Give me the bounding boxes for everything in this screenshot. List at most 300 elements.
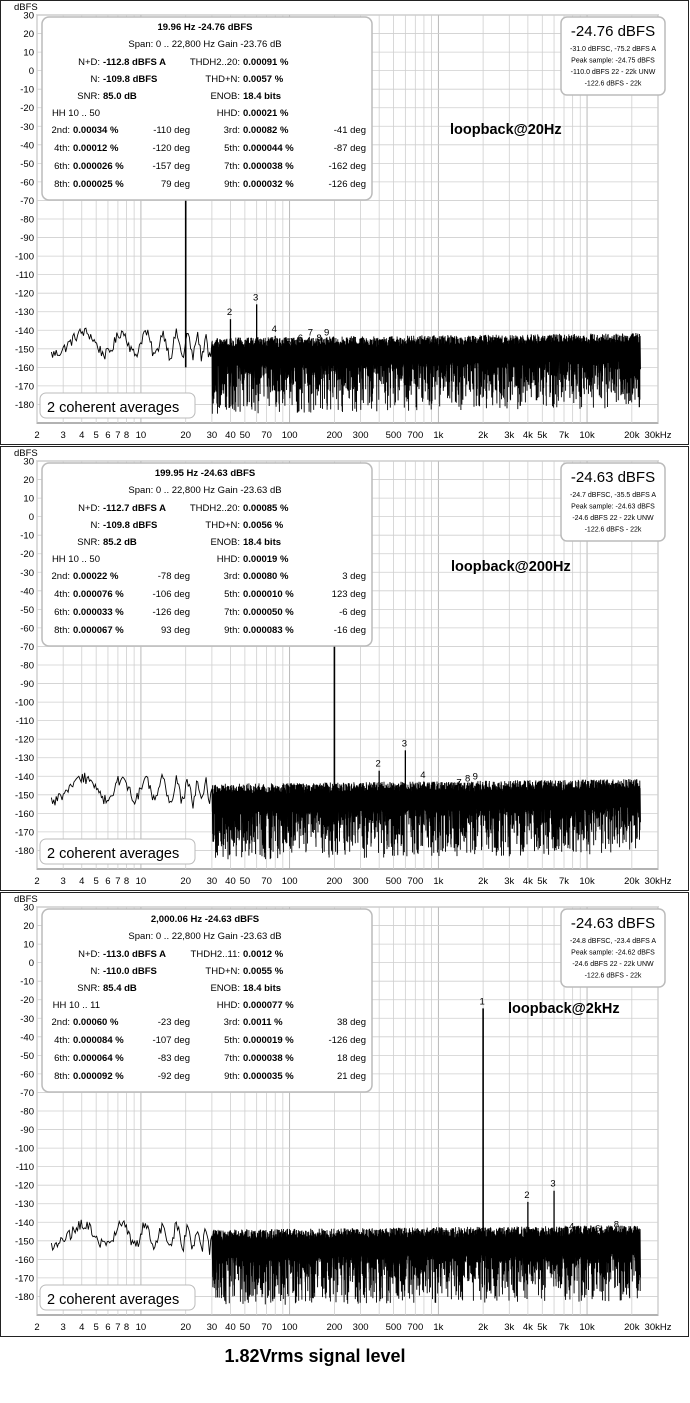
caption — [0, 1346, 690, 1367]
x-tick-label: 200 — [326, 876, 343, 887]
level-box-line: -24.7 dBFSC, -35.5 dBFS A — [570, 492, 656, 499]
x-tick-label: 3 — [60, 430, 66, 441]
stats-row-value: 18.4 bits — [243, 537, 282, 548]
harmonic-phase: -110 deg — [153, 125, 190, 136]
stats-row-value: 0.0012 % — [243, 949, 284, 960]
harmonic-label-3: 3 — [550, 1178, 556, 1190]
x-tick-label: 30kHz — [644, 430, 672, 441]
y-tick-label: -110 — [15, 716, 34, 728]
harmonic-name: 2nd: — [51, 571, 70, 582]
harmonic-phase: -83 deg — [157, 1053, 190, 1064]
stats-row-value: 85.2 dB — [103, 537, 137, 548]
harmonic-name: 4th: — [54, 589, 70, 600]
x-tick-label: 4 — [79, 430, 85, 441]
harmonic-name: 6th: — [54, 1053, 70, 1064]
y-tick-label: 0 — [28, 958, 34, 970]
x-tick-label: 700 — [407, 876, 424, 887]
harmonic-label-2: 2 — [375, 758, 381, 770]
x-tick-label: 70 — [261, 1322, 272, 1333]
stats-row-value: -109.8 dBFS — [103, 520, 158, 531]
stats-row-label: HH 10 .. 50 — [51, 554, 100, 565]
harmonic-phase: -126 deg — [328, 1035, 366, 1046]
level-box-line: Peak sample: -24.62 dBFS — [571, 949, 655, 957]
y-tick-label: 20 — [23, 921, 34, 933]
harmonic-name: 6th: — [54, 607, 70, 618]
level-box-line: -24.6 dBFS 22 - 22k UNW — [572, 961, 654, 968]
stats-row-value: 0.00091 % — [243, 57, 289, 68]
y-tick-label: -80 — [20, 660, 34, 672]
x-tick-label: 2k — [478, 430, 489, 441]
stats-row-label: HHD: — [216, 1000, 240, 1011]
harmonic-phase: -92 deg — [157, 1071, 190, 1082]
harmonic-value: 0.00012 % — [73, 143, 119, 154]
x-tick-label: 30kHz — [644, 876, 672, 887]
y-tick-label: -10 — [20, 976, 34, 988]
x-tick-label: 2 — [34, 430, 40, 441]
stats-row-label: SNR: — [77, 983, 100, 994]
stats-row-value: -110.0 dBFS — [103, 966, 157, 977]
stats-row-label: HHD: — [216, 108, 240, 119]
y-tick-label: -180 — [14, 399, 34, 411]
harmonic-name: 7th: — [224, 607, 240, 618]
x-tick-label: 20k — [624, 1322, 640, 1333]
harmonic-phase: -126 deg — [152, 607, 190, 618]
stats-header-2: Span: 0 .. 22,800 Hz Gain -23.63 dB — [128, 485, 282, 496]
stats-row-label: ENOB: — [210, 91, 240, 102]
x-tick-label: 4 — [79, 876, 85, 887]
x-tick-label: 40 — [225, 1322, 236, 1333]
harmonic-name: 5th: — [224, 1035, 240, 1046]
stats-row-value: 0.0056 % — [243, 520, 284, 531]
spectrum-chart-2khz — [0, 892, 690, 1338]
harmonic-label-9: 9 — [472, 771, 478, 783]
x-tick-label: 4 — [79, 1322, 85, 1333]
x-tick-label: 7 — [115, 430, 121, 441]
harmonic-phase: -126 deg — [328, 179, 366, 190]
y-tick-label: -50 — [20, 1050, 34, 1062]
level-box-main: -24.76 dBFS — [570, 23, 656, 40]
harmonic-phase: -120 deg — [152, 143, 190, 154]
averages-box — [40, 393, 195, 418]
y-tick-label: -70 — [20, 641, 34, 653]
harmonic-label-7: 7 — [307, 327, 314, 339]
x-tick-label: 10k — [579, 1322, 595, 1333]
x-tick-label: 500 — [385, 430, 402, 441]
stats-header-2: Span: 0 .. 22,800 Hz Gain -23.63 dB — [128, 931, 282, 942]
y-tick-label: 10 — [23, 939, 34, 951]
harmonic-phase: -16 deg — [333, 625, 366, 636]
averages-label: 2 coherent averages — [47, 1292, 180, 1308]
harmonic-name: 7th: — [224, 161, 240, 172]
stats-row-value: 85.4 dB — [103, 983, 137, 994]
y-tick-label: -120 — [14, 734, 34, 746]
harmonic-phase: -106 deg — [152, 589, 190, 600]
y-tick-label: -10 — [20, 530, 34, 542]
stats-row-label: N+D: — [78, 949, 100, 960]
harmonic-value: 0.00022 % — [73, 571, 119, 582]
x-tick-label: 30 — [206, 430, 218, 441]
harmonic-phase: 18 deg — [336, 1053, 366, 1064]
y-tick-label: -20 — [20, 103, 34, 115]
y-tick-label: -20 — [20, 549, 34, 561]
y-tick-label: -130 — [14, 1199, 34, 1211]
harmonic-value: 0.000038 % — [243, 161, 294, 172]
stats-row-label: SNR: — [77, 91, 100, 102]
y-tick-label: 0 — [28, 512, 34, 524]
x-tick-label: 700 — [407, 1322, 424, 1333]
x-tick-label: 2 — [34, 876, 40, 887]
harmonic-name: 4th: — [54, 1035, 70, 1046]
y-tick-label: -30 — [20, 121, 34, 133]
stats-header-1: 2,000.06 Hz -24.63 dBFS — [150, 914, 260, 925]
x-tick-label: 10k — [579, 876, 595, 887]
averages-box — [40, 839, 195, 864]
level-box — [561, 909, 665, 987]
harmonic-phase: 3 deg — [342, 571, 366, 582]
y-tick-label: 0 — [28, 66, 34, 78]
level-box-line: -24.6 dBFS 22 - 22k UNW — [572, 515, 654, 522]
y-tick-label: -10 — [20, 84, 34, 96]
stats-row-label: HHD: — [216, 554, 240, 565]
harmonic-name: 8th: — [54, 1071, 70, 1082]
x-tick-label: 10k — [579, 430, 595, 441]
x-tick-label: 40 — [225, 876, 236, 887]
x-tick-label: 20k — [624, 430, 640, 441]
y-tick-label: -150 — [14, 790, 34, 802]
x-tick-label: 8 — [123, 1322, 130, 1333]
averages-label: 2 coherent averages — [47, 846, 180, 862]
x-tick-label: 1k — [433, 876, 444, 887]
stats-row-label: N: — [90, 74, 100, 85]
harmonic-phase: -78 deg — [157, 571, 190, 582]
harmonic-value: 0.0011 % — [243, 1017, 283, 1028]
harmonic-name: 3rd: — [223, 125, 240, 136]
chart-title: loopback@20Hz — [450, 122, 562, 138]
harmonic-value: 0.00080 % — [243, 571, 289, 582]
y-tick-label: 10 — [23, 493, 34, 505]
stats-row-label: THD+N: — [205, 520, 240, 531]
y-axis-label: dBFS — [14, 894, 38, 905]
spectrum-panel-2khz — [0, 892, 690, 1338]
x-tick-label: 7k — [558, 876, 570, 887]
stats-header-2: Span: 0 .. 22,800 Hz Gain -23.76 dB — [128, 39, 282, 50]
stats-row-label: ENOB: — [210, 537, 240, 548]
y-tick-label: -50 — [20, 604, 34, 616]
y-tick-label: -160 — [14, 808, 34, 820]
harmonic-phase: 79 deg — [160, 179, 190, 190]
harmonic-value: 0.000050 % — [243, 607, 294, 618]
stats-row-value: 85.0 dB — [103, 91, 137, 102]
x-tick-label: 6 — [105, 1322, 111, 1333]
stats-row-label: N: — [90, 966, 100, 977]
harmonic-name: 9th: — [224, 1071, 240, 1082]
stats-box — [42, 463, 372, 646]
x-tick-label: 3k — [504, 430, 515, 441]
harmonic-label-8: 8 — [316, 333, 322, 345]
x-tick-label: 5 — [93, 1322, 99, 1333]
x-tick-label: 5k — [537, 876, 548, 887]
harmonic-value: 0.000084 % — [73, 1035, 124, 1046]
stats-row-label: THD+N: — [205, 74, 240, 85]
harmonic-value: 0.000032 % — [243, 179, 294, 190]
level-box-line: -31.0 dBFSC, -75.2 dBFS A — [570, 46, 656, 53]
x-tick-label: 100 — [281, 430, 298, 441]
stats-header-1: 199.95 Hz -24.63 dBFS — [154, 468, 256, 479]
harmonic-value: 0.00082 % — [243, 125, 289, 136]
harmonic-phase: -162 deg — [328, 161, 366, 172]
level-box-main: -24.63 dBFS — [570, 469, 656, 486]
level-box-main: -24.63 dBFS — [570, 915, 656, 932]
harmonic-phase: 21 deg — [336, 1071, 366, 1082]
harmonic-label-1: 1 — [479, 996, 485, 1008]
x-tick-label: 50 — [239, 876, 251, 887]
harmonic-name: 9th: — [224, 625, 240, 636]
harmonic-value: 0.000033 % — [73, 607, 124, 618]
harmonic-value: 0.000010 % — [243, 589, 294, 600]
x-tick-label: 300 — [352, 430, 369, 441]
harmonic-label-6: 6 — [297, 333, 304, 345]
x-tick-label: 7 — [115, 1322, 121, 1333]
harmonic-phase: 38 deg — [336, 1017, 366, 1028]
level-box-line: -24.8 dBFSC, -23.4 dBFS A — [570, 938, 656, 945]
spectrum-panel-20hz — [0, 0, 690, 446]
caption-text: 1.82Vrms signal level — [224, 1346, 406, 1366]
x-tick-label: 300 — [352, 1322, 369, 1333]
x-tick-label: 2k — [478, 1322, 489, 1333]
x-tick-label: 20k — [624, 876, 640, 887]
y-tick-label: -60 — [20, 177, 34, 189]
averages-box — [40, 1285, 195, 1310]
x-tick-label: 6 — [105, 876, 111, 887]
harmonic-label-3: 3 — [401, 738, 408, 750]
stats-row-label: HH 10 .. 11 — [52, 1000, 100, 1011]
level-box-line: -122.6 dBFS - 22k — [584, 526, 642, 534]
y-tick-label: 20 — [23, 29, 34, 41]
x-tick-label: 4k — [522, 876, 533, 887]
stats-header-1: 19.96 Hz -24.76 dBFS — [157, 22, 253, 33]
y-tick-label: -170 — [14, 1273, 34, 1285]
y-tick-label: -60 — [20, 623, 34, 635]
harmonic-phase: -107 deg — [152, 1035, 190, 1046]
x-tick-label: 100 — [281, 876, 298, 887]
y-axis-label: dBFS — [14, 448, 38, 459]
y-tick-label: -60 — [20, 1069, 34, 1081]
harmonic-phase: -87 deg — [333, 143, 366, 154]
y-tick-label: 20 — [23, 475, 34, 487]
harmonic-name: 9th: — [224, 179, 240, 190]
harmonic-phase: 123 deg — [331, 589, 366, 600]
stats-row-value: -112.8 dBFS A — [103, 57, 167, 68]
level-box-line: -122.6 dBFS - 22k — [584, 80, 642, 88]
y-tick-label: -30 — [20, 1013, 34, 1025]
stats-row-value: -113.0 dBFS A — [103, 949, 167, 960]
x-tick-label: 50 — [239, 1322, 251, 1333]
harmonic-phase: -157 deg — [152, 161, 190, 172]
harmonic-label-7: 7 — [605, 1228, 611, 1240]
y-tick-label: -30 — [20, 567, 34, 579]
harmonic-label-2: 2 — [524, 1189, 530, 1201]
x-tick-label: 70 — [261, 430, 272, 441]
x-tick-label: 50 — [239, 430, 251, 441]
averages-label: 2 coherent averages — [47, 400, 180, 416]
x-tick-label: 2 — [34, 1322, 40, 1333]
level-box — [561, 463, 665, 541]
harmonic-value: 0.000067 % — [73, 625, 124, 636]
x-tick-label: 6 — [105, 430, 111, 441]
y-tick-label: -140 — [14, 1217, 34, 1229]
x-tick-label: 100 — [281, 1322, 298, 1333]
x-tick-label: 20 — [180, 430, 191, 441]
harmonic-value: 0.00060 % — [73, 1017, 119, 1028]
harmonic-phase: -6 deg — [339, 607, 366, 618]
harmonic-value: 0.000019 % — [243, 1035, 294, 1046]
harmonic-name: 6th: — [54, 161, 70, 172]
harmonic-label-9: 9 — [323, 327, 330, 339]
x-tick-label: 4k — [522, 430, 533, 441]
x-tick-label: 3 — [60, 876, 66, 887]
x-tick-label: 500 — [385, 876, 402, 887]
harmonic-label-5: 5 — [434, 792, 440, 804]
stats-row-label: N+D: — [78, 57, 100, 68]
x-tick-label: 10 — [135, 876, 147, 887]
y-tick-label: -120 — [14, 288, 34, 300]
x-tick-label: 20 — [180, 1322, 191, 1333]
x-tick-label: 20 — [180, 876, 191, 887]
x-tick-label: 3 — [60, 1322, 66, 1333]
y-tick-label: -170 — [14, 381, 34, 393]
y-tick-label: -140 — [14, 325, 34, 337]
harmonic-label-8: 8 — [465, 773, 471, 785]
stats-row-label: N: — [90, 520, 100, 531]
x-tick-label: 200 — [326, 1322, 343, 1333]
harmonic-value: 0.000092 % — [73, 1071, 124, 1082]
y-tick-label: -40 — [20, 586, 34, 598]
y-tick-label: -150 — [14, 1236, 34, 1248]
y-tick-label: 30 — [23, 10, 34, 22]
harmonic-phase: -23 deg — [157, 1017, 190, 1028]
x-tick-label: 8 — [123, 430, 130, 441]
harmonic-label-3: 3 — [253, 292, 259, 304]
harmonic-name: 2nd: — [51, 125, 70, 136]
harmonic-value: 0.000076 % — [73, 589, 124, 600]
stats-row-value: -109.8 dBFS — [103, 74, 158, 85]
x-tick-label: 5k — [537, 430, 548, 441]
harmonic-name: 8th: — [54, 625, 70, 636]
x-tick-label: 3k — [504, 876, 515, 887]
stats-row-label: SNR: — [77, 537, 100, 548]
stats-row-value: 0.000077 % — [243, 1000, 294, 1011]
y-tick-label: -170 — [14, 827, 34, 839]
level-box-line: Peak sample: -24.75 dBFS — [571, 57, 655, 65]
harmonic-label-9: 9 — [621, 1226, 627, 1238]
stats-row-label: THD+N: — [205, 966, 240, 977]
stats-row-value: 0.0055 % — [243, 966, 284, 977]
x-tick-label: 30kHz — [644, 1322, 672, 1333]
x-tick-label: 10 — [135, 430, 147, 441]
y-tick-label: -90 — [20, 1125, 34, 1137]
x-tick-label: 40 — [225, 430, 236, 441]
level-box-line: Peak sample: -24.63 dBFS — [571, 503, 655, 511]
y-tick-label: -110 — [15, 1162, 34, 1174]
harmonic-name: 8th: — [54, 179, 70, 190]
stats-row-value: 0.00019 % — [243, 554, 289, 565]
y-axis-label: dBFS — [14, 2, 38, 13]
harmonic-label-4: 4 — [271, 323, 277, 335]
y-tick-label: -70 — [20, 195, 34, 207]
y-tick-label: -40 — [20, 1032, 34, 1044]
x-tick-label: 30 — [206, 876, 218, 887]
x-tick-label: 5 — [93, 430, 99, 441]
harmonic-label-6: 6 — [595, 1223, 601, 1235]
stats-row-label: N+D: — [78, 503, 100, 514]
harmonic-value: 0.000064 % — [73, 1053, 124, 1064]
stats-row-label: THDH2..20: — [189, 503, 240, 514]
harmonic-name: 7th: — [224, 1053, 240, 1064]
x-tick-label: 7k — [558, 430, 570, 441]
harmonic-name: 2nd: — [51, 1017, 70, 1028]
x-tick-label: 2k — [478, 876, 489, 887]
stats-row-value: 18.4 bits — [243, 983, 282, 994]
x-tick-label: 4k — [522, 1322, 533, 1333]
stats-row-value: 0.0057 % — [243, 74, 284, 85]
y-tick-label: -180 — [14, 1291, 34, 1303]
stats-box — [42, 909, 372, 1092]
y-tick-label: -100 — [14, 697, 34, 709]
x-tick-label: 7k — [558, 1322, 570, 1333]
y-tick-label: -160 — [14, 1254, 34, 1266]
harmonic-name: 5th: — [224, 589, 240, 600]
harmonic-label-6: 6 — [446, 782, 452, 794]
harmonic-label-5: 5 — [285, 336, 292, 348]
stats-box — [42, 17, 372, 200]
x-tick-label: 7 — [115, 876, 121, 887]
x-tick-label: 5 — [93, 876, 99, 887]
harmonic-label-7: 7 — [456, 777, 462, 789]
y-tick-label: -120 — [14, 1180, 34, 1192]
harmonic-value: 0.000026 % — [73, 161, 124, 172]
stats-row-label: HH 10 .. 50 — [51, 108, 100, 119]
level-box-line: -122.6 dBFS - 22k — [584, 972, 642, 980]
x-tick-label: 700 — [407, 430, 424, 441]
harmonic-phase: 93 deg — [160, 625, 190, 636]
y-tick-label: -80 — [20, 1106, 34, 1118]
harmonic-value: 0.000083 % — [243, 625, 294, 636]
stats-row-value: 0.00021 % — [243, 108, 289, 119]
x-tick-label: 500 — [385, 1322, 402, 1333]
harmonic-name: 5th: — [224, 143, 240, 154]
stats-row-label: THDH2..20: — [189, 57, 240, 68]
harmonic-label-5: 5 — [583, 1232, 589, 1244]
harmonic-label-2: 2 — [226, 307, 233, 319]
spectrum-chart-20hz — [0, 0, 690, 446]
harmonic-label-4: 4 — [420, 769, 426, 781]
y-tick-label: -70 — [20, 1087, 34, 1099]
harmonic-value: 0.000035 % — [243, 1071, 294, 1082]
chart-title: loopback@200Hz — [451, 559, 571, 575]
level-box-line: -110.0 dBFS 22 - 22k UNW — [570, 69, 656, 76]
y-tick-label: 30 — [23, 456, 34, 468]
chart-title: loopback@2kHz — [508, 1001, 620, 1017]
harmonic-value: 0.000038 % — [243, 1053, 294, 1064]
harmonic-name: 3rd: — [223, 1017, 240, 1028]
x-tick-label: 70 — [261, 876, 272, 887]
y-tick-label: -40 — [20, 140, 34, 152]
x-tick-label: 30 — [206, 1322, 218, 1333]
y-tick-label: -140 — [14, 771, 34, 783]
spectrum-panel-200hz — [0, 446, 690, 892]
stats-row-label: THDH2..11: — [190, 949, 240, 960]
harmonic-label-8: 8 — [613, 1219, 620, 1231]
